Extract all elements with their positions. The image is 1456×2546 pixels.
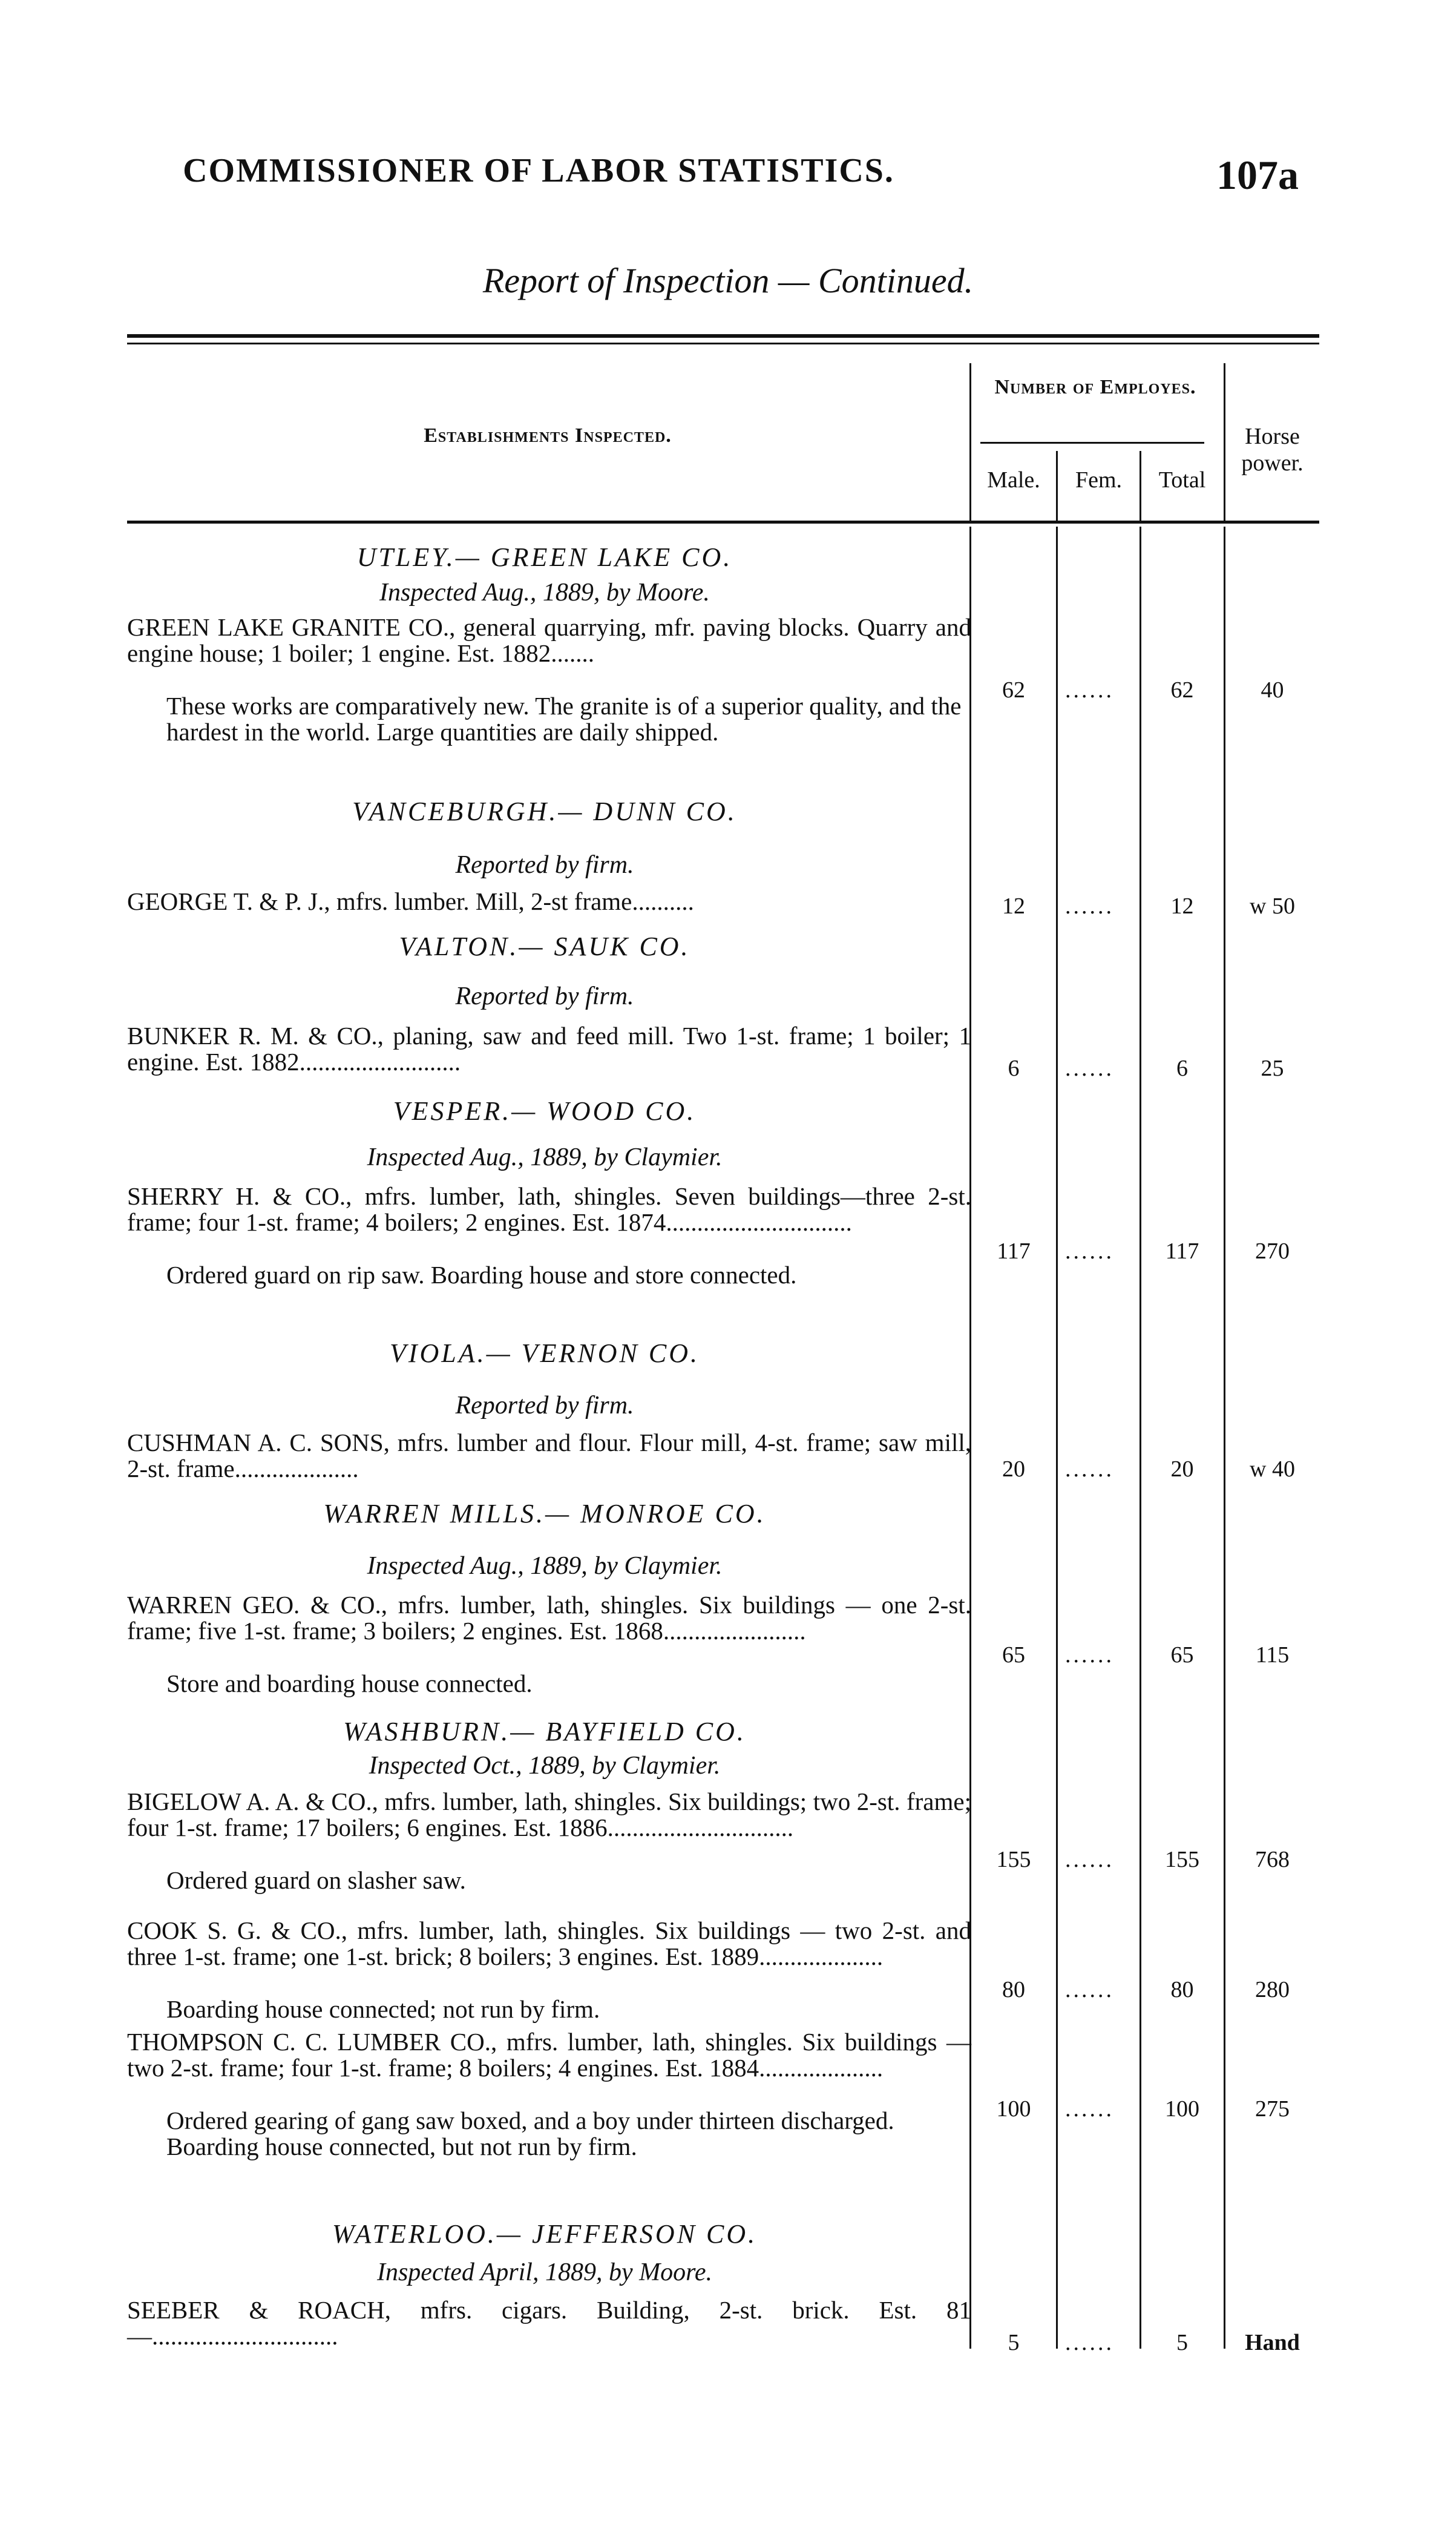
horse-power: w 50: [1250, 893, 1295, 919]
section-sub: Inspected Aug., 1889, by Moore.: [379, 579, 710, 607]
section-sub: Reported by firm.: [455, 982, 634, 1010]
horse-power: w 40: [1250, 1456, 1295, 1482]
body-vline-4: [1224, 527, 1225, 2349]
fem-count: ......: [1065, 1456, 1114, 1482]
employes-underline: [980, 442, 1204, 444]
section-sub: Inspected Oct., 1889, by Claymier.: [369, 1752, 721, 1780]
fem-count: ......: [1065, 1642, 1114, 1668]
male-count: 80: [1002, 1977, 1025, 2002]
top-double-rule-1: [127, 334, 1319, 338]
section-sub: Reported by firm.: [455, 1392, 634, 1419]
total-count: 80: [1170, 1977, 1194, 2002]
male-count: 117: [997, 1238, 1031, 1264]
body-vline-3: [1140, 527, 1141, 2349]
fem-count: ......: [1065, 1847, 1114, 1872]
col-fem: Fem.: [1075, 467, 1123, 493]
total-count: 65: [1170, 1642, 1194, 1668]
male-count: 155: [996, 1847, 1031, 1872]
page-number: 107a: [1216, 152, 1299, 198]
hdr-vline-2: [1056, 451, 1058, 524]
total-count: 20: [1170, 1456, 1194, 1482]
section-place: UTLEY.— GREEN LAKE CO.: [356, 542, 733, 572]
col-male: Male.: [987, 467, 1040, 493]
total-count: 12: [1170, 893, 1194, 919]
top-double-rule-2: [127, 343, 1319, 344]
running-head: COMMISSIONER OF LABOR STATISTICS.: [183, 152, 894, 189]
horse-power: 275: [1255, 2096, 1290, 2122]
horse-power: Hand: [1245, 2330, 1300, 2355]
fem-count: ......: [1065, 1056, 1114, 1081]
horse-power: 115: [1255, 1642, 1290, 1668]
fem-count: ......: [1065, 2330, 1114, 2355]
section-sub: Inspected Aug., 1889, by Claymier.: [367, 1552, 723, 1580]
col-horse-power: Horse power.: [1241, 424, 1304, 476]
entry-note: Ordered guard on slasher saw.: [166, 1866, 466, 1894]
total-count: 117: [1165, 1238, 1199, 1264]
col-employes-group: Number of Employes.: [994, 376, 1196, 398]
section-sub: Reported by firm.: [455, 851, 634, 879]
total-count: 6: [1176, 1056, 1188, 1081]
section-place: WASHBURN.— BAYFIELD CO.: [343, 1717, 746, 1746]
horse-power: 280: [1255, 1977, 1290, 2002]
entry-note: Ordered guard on rip saw. Boarding house and store connected.: [166, 1261, 797, 1289]
horse-power: 40: [1261, 677, 1284, 703]
horse-power: 768: [1255, 1847, 1290, 1872]
establishment-entry: THOMPSON C. C. LUMBER CO., mfrs. lumber, lath, shingles. Six buildings — two 2-st. frame; four 1-st. frame; 8 boilers; 4 engines. Est. 1884....................: [127, 2028, 971, 2082]
section-place: VANCEBURGH.— DUNN CO.: [352, 797, 737, 826]
col-total: Total: [1158, 467, 1206, 493]
header-bottom-rule: [127, 521, 1319, 524]
total-count: 155: [1165, 1847, 1199, 1872]
hdr-vline-1: [969, 363, 971, 524]
male-count: 5: [1008, 2330, 1020, 2355]
entry-note: Boarding house connected; not run by firm.: [166, 1995, 600, 2023]
fem-count: ......: [1065, 1977, 1114, 2002]
total-count: 62: [1170, 677, 1194, 703]
establishment-entry: SEEBER & ROACH, mfrs. cigars. Building, 2-st. brick. Est. 81—..............................: [127, 2296, 971, 2350]
male-count: 65: [1002, 1642, 1025, 1668]
fem-count: ......: [1065, 677, 1114, 703]
horse-power: 270: [1255, 1238, 1290, 1264]
entry-note: Store and boarding house connected.: [166, 1669, 533, 1697]
establishment-entry: GREEN LAKE GRANITE CO., general quarrying, mfr. paving blocks. Quarry and engine house; 1 boiler; 1 engine. Est. 1882.......: [127, 613, 971, 667]
report-subtitle: Report of Inspection — Continued.: [482, 261, 974, 300]
section-place: VESPER.— WOOD CO.: [393, 1096, 697, 1126]
hdr-vline-4: [1224, 363, 1225, 524]
establishment-entry: SHERRY H. & CO., mfrs. lumber, lath, shingles. Seven buildings—three 2-st. frame; four 1-st. frame; 4 boilers; 2 engines. Est. 1874..............................: [127, 1182, 971, 1236]
total-count: 5: [1176, 2330, 1188, 2355]
establishment-entry: COOK S. G. & CO., mfrs. lumber, lath, shingles. Six buildings — two 2-st. and three 1-st. frame; one 1-st. brick; 8 boilers; 3 engines. Est. 1889....................: [127, 1916, 971, 1970]
establishment-entry: BIGELOW A. A. & CO., mfrs. lumber, lath, shingles. Six buildings; two 2-st. frame; four 1-st. frame; 17 boilers; 6 engines. Est. 1886..............................: [127, 1788, 971, 1841]
establishment-entry: WARREN GEO. & CO., mfrs. lumber, lath, shingles. Six buildings — one 2-st. frame; five 1-st. frame; 3 boilers; 2 engines. Est. 1868.......................: [127, 1591, 971, 1645]
male-count: 12: [1002, 893, 1025, 919]
establishment-entry: BUNKER R. M. & CO., planing, saw and feed mill. Two 1-st. frame; 1 boiler; 1 engine. Est. 1882..........................: [127, 1022, 971, 1076]
section-place: VALTON.— SAUK CO.: [399, 932, 690, 961]
male-count: 20: [1002, 1456, 1025, 1482]
fem-count: ......: [1065, 1238, 1114, 1264]
male-count: 6: [1008, 1056, 1020, 1081]
section-sub: Inspected Aug., 1889, by Claymier.: [367, 1143, 723, 1171]
entry-note: These works are comparatively new. The granite is of a superior quality, and the hardest in the world. Large quantities are daily shipped.: [166, 692, 962, 746]
fem-count: ......: [1065, 2096, 1114, 2122]
body-vline-2: [1056, 527, 1058, 2349]
section-sub: Inspected April, 1889, by Moore.: [376, 2258, 713, 2286]
section-place: VIOLA.— VERNON CO.: [390, 1338, 700, 1368]
male-count: 100: [996, 2096, 1031, 2122]
section-place: WARREN MILLS.— MONROE CO.: [323, 1499, 766, 1528]
hdr-vline-3: [1140, 451, 1141, 524]
establishment-entry: CUSHMAN A. C. SONS, mfrs. lumber and flour. Flour mill, 4-st. frame; saw mill, 2-st. frame....................: [127, 1429, 971, 1482]
male-count: 62: [1002, 677, 1025, 703]
horse-power: 25: [1261, 1056, 1284, 1081]
total-count: 100: [1165, 2096, 1199, 2122]
col-establishments: Establishments Inspected.: [424, 424, 672, 447]
entry-note: Ordered gearing of gang saw boxed, and a boy under thirteen discharged. Boarding house connected, but not run by firm.: [166, 2107, 894, 2160]
establishment-entry: GEORGE T. & P. J., mfrs. lumber. Mill, 2-st frame..........: [127, 887, 694, 915]
section-place: WATERLOO.— JEFFERSON CO.: [332, 2219, 758, 2249]
fem-count: ......: [1065, 893, 1114, 919]
